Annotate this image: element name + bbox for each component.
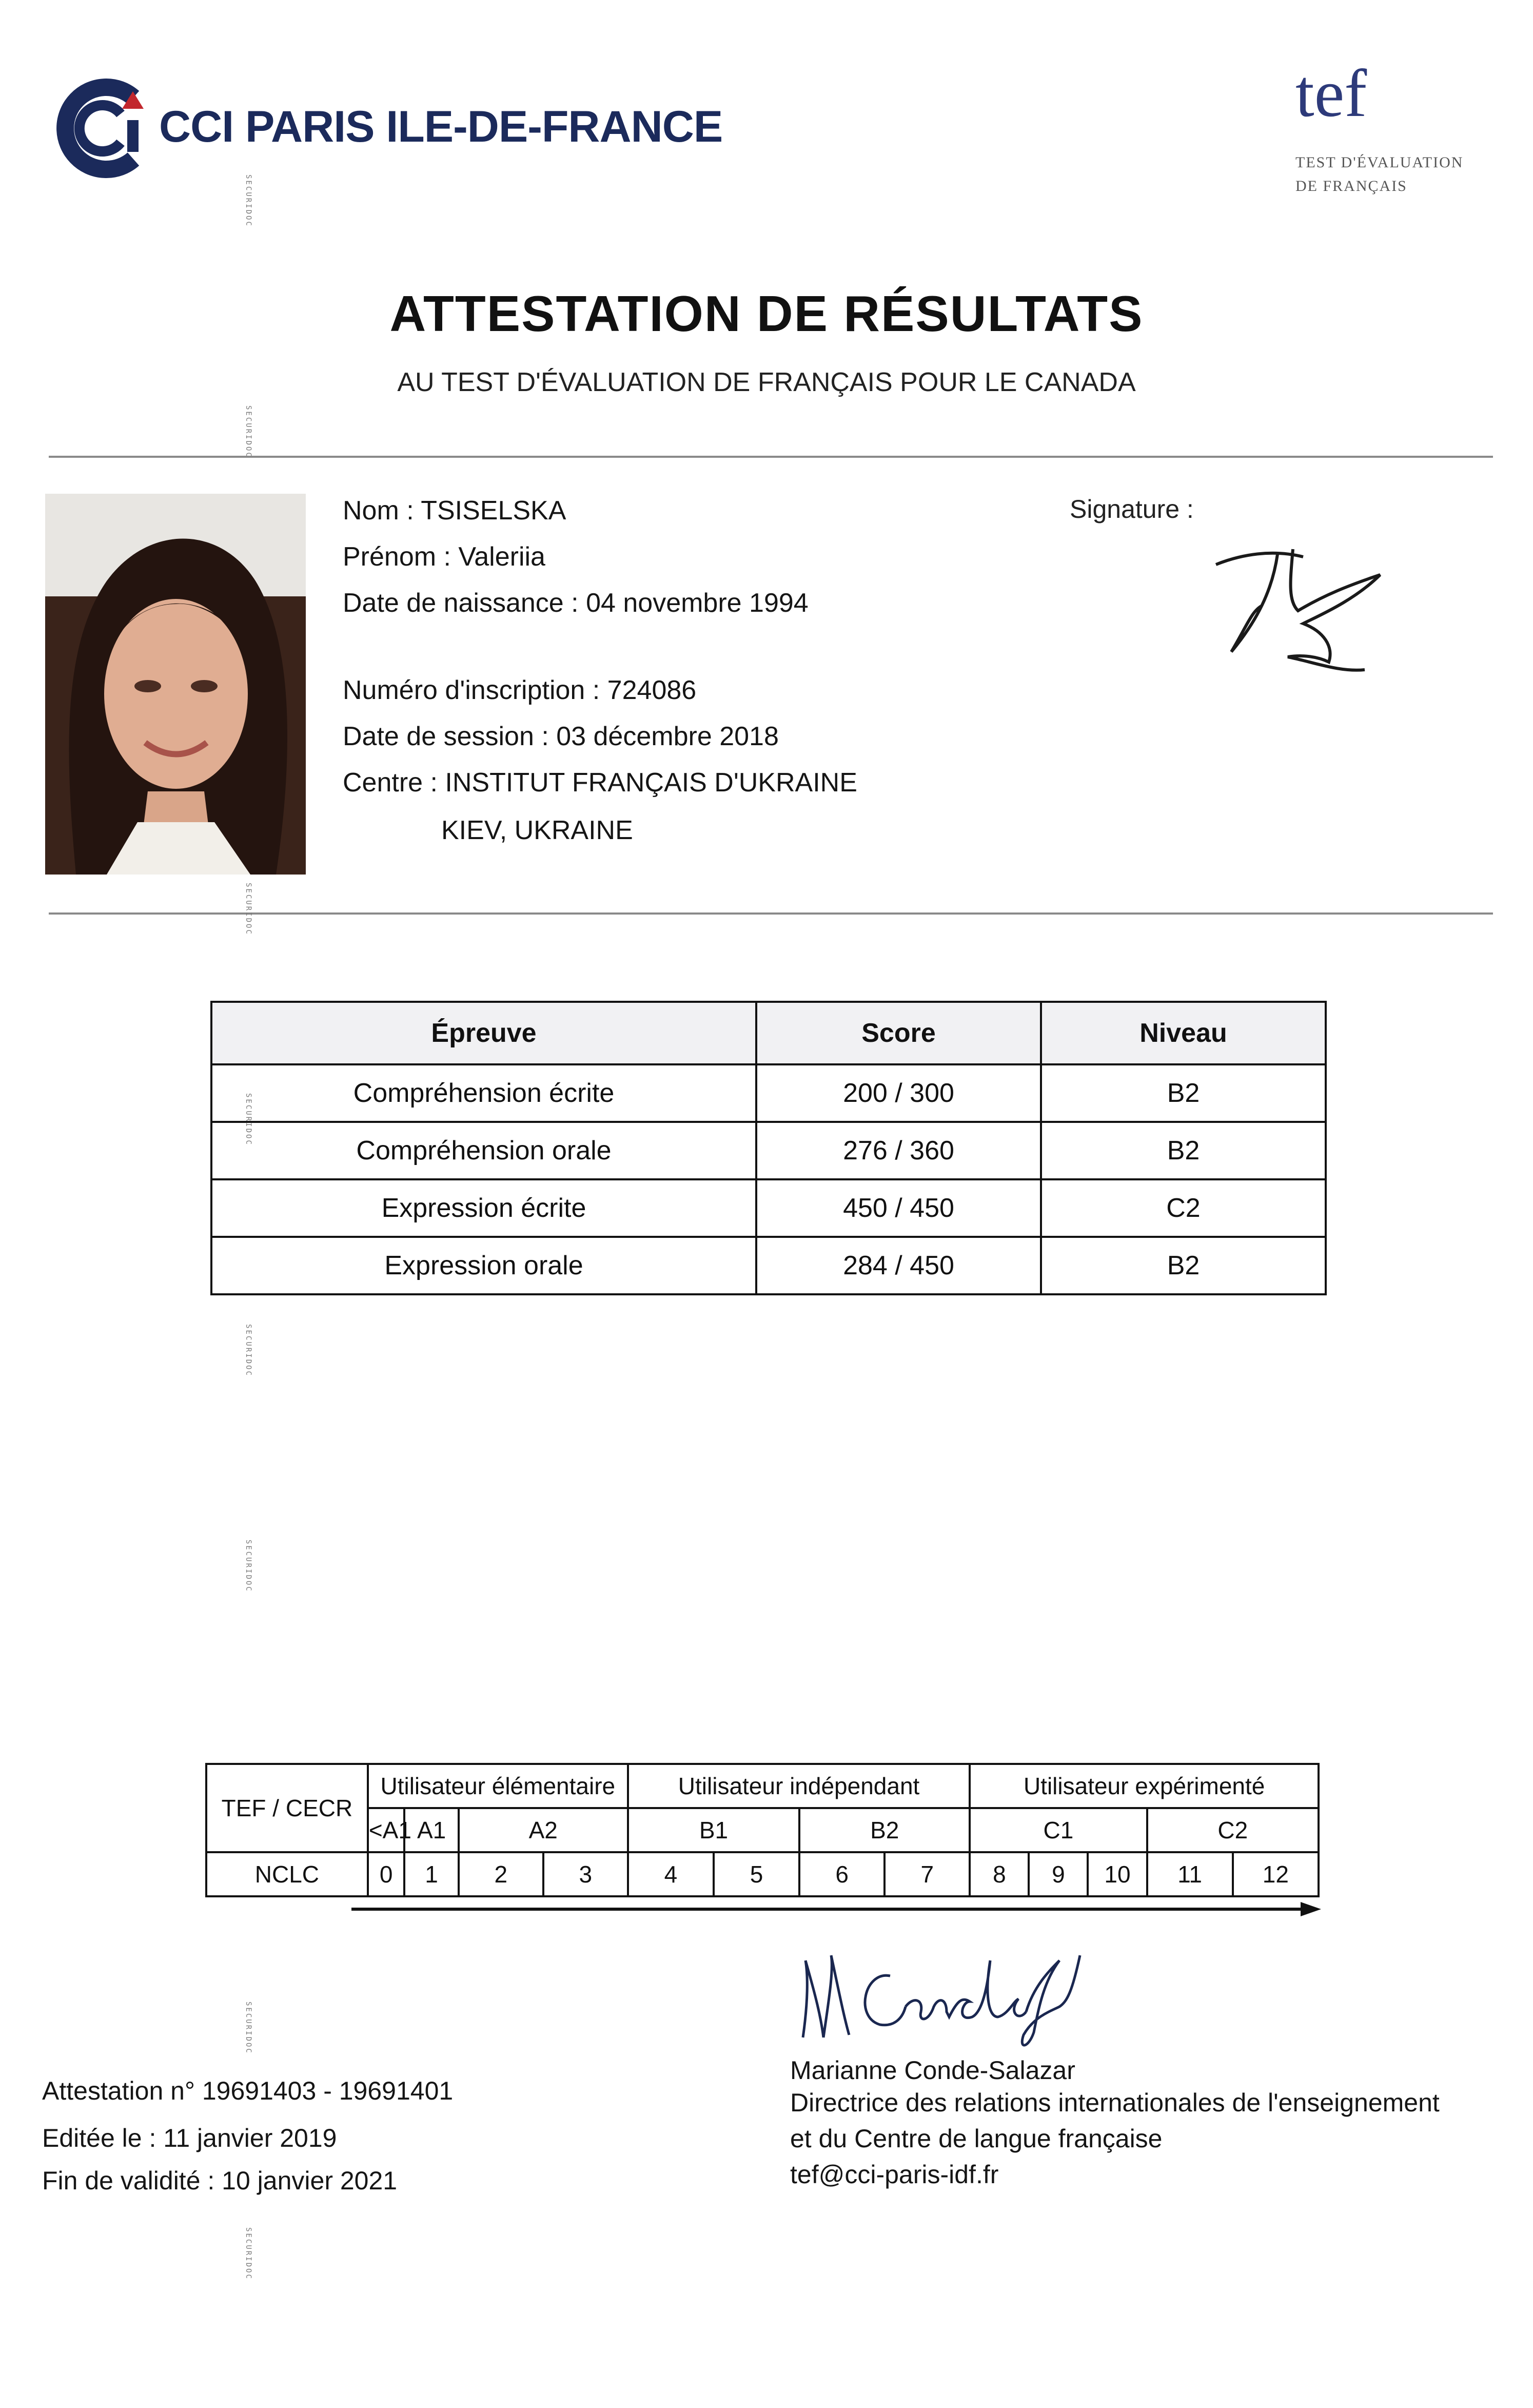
- level-cell: <A1: [368, 1808, 405, 1852]
- candidate-signature: [1201, 534, 1396, 688]
- candidate-photo: [45, 494, 306, 875]
- scale-label-nclc: NCLC: [206, 1852, 368, 1896]
- candidate-prenom: Prénom : Valeriia: [343, 542, 545, 572]
- header-niveau: Niveau: [1041, 1002, 1326, 1064]
- editee-le: Editée le : 11 janvier 2019: [42, 2124, 337, 2152]
- nclc-cell: 9: [1029, 1852, 1088, 1896]
- nclc-cell: 6: [799, 1852, 885, 1896]
- director-name: Marianne Conde-Salazar: [790, 2056, 1075, 2085]
- tef-tagline-2: DE FRANÇAIS: [1295, 178, 1407, 195]
- epreuve-cell: Expression orale: [211, 1237, 756, 1294]
- scale-label-tef-cecr: TEF / CECR: [206, 1764, 368, 1852]
- score-cell: 276 / 360: [756, 1122, 1041, 1179]
- level-cell: C2: [1147, 1808, 1319, 1852]
- scale-row-nclc: [206, 1852, 1319, 1896]
- scale-arrow-icon: [351, 1899, 1321, 1919]
- cecr-nclc-scale-table: [205, 1763, 1320, 1897]
- director-title-2: et du Centre de langue française: [790, 2124, 1163, 2153]
- results-header-row: [211, 1002, 1326, 1064]
- security-microprint: SECURIDOC: [244, 1324, 252, 1377]
- cci-logo-icon: [56, 77, 149, 180]
- header-epreuve: Épreuve: [211, 1002, 756, 1064]
- candidate-centre: Centre : INSTITUT FRANÇAIS D'UKRAINE: [343, 768, 857, 798]
- niveau-cell: C2: [1041, 1179, 1326, 1237]
- security-microprint: SECURIDOC: [244, 405, 252, 458]
- document-subtitle: AU TEST D'ÉVALUATION DE FRANÇAIS POUR LE CANADA: [397, 367, 1136, 397]
- niveau-cell: B2: [1041, 1064, 1326, 1122]
- security-microprint: SECURIDOC: [244, 883, 252, 936]
- nclc-cell: 2: [459, 1852, 543, 1896]
- tef-tagline-1: TEST D'ÉVALUATION: [1295, 154, 1464, 171]
- divider-bottom: [49, 912, 1493, 915]
- nclc-cell: 8: [970, 1852, 1029, 1896]
- nclc-cell: 3: [543, 1852, 628, 1896]
- contact-email: tef@cci-paris-idf.fr: [790, 2160, 999, 2189]
- tef-logo: [1295, 54, 1367, 132]
- security-microprint: SECURIDOC: [244, 1093, 252, 1146]
- security-microprint: SECURIDOC: [244, 174, 252, 227]
- score-cell: 200 / 300: [756, 1064, 1041, 1122]
- score-cell: 450 / 450: [756, 1179, 1041, 1237]
- nclc-cell: 11: [1147, 1852, 1233, 1896]
- signature-label: Signature :: [1070, 495, 1194, 523]
- scale-group-independant: Utilisateur indépendant: [628, 1764, 970, 1808]
- level-cell: C1: [970, 1808, 1147, 1852]
- table-row: [211, 1237, 1326, 1294]
- niveau-cell: B2: [1041, 1122, 1326, 1179]
- organization-name: CCI PARIS ILE-DE-FRANCE: [159, 102, 723, 151]
- epreuve-cell: Expression écrite: [211, 1179, 756, 1237]
- director-signature: [793, 1940, 1090, 2053]
- candidate-date-session: Date de session : 03 décembre 2018: [343, 722, 779, 751]
- scale-group-elementaire: Utilisateur élémentaire: [368, 1764, 628, 1808]
- security-microprint: SECURIDOC: [244, 2227, 252, 2280]
- niveau-cell: B2: [1041, 1237, 1326, 1294]
- header-score: Score: [756, 1002, 1041, 1064]
- epreuve-cell: Compréhension orale: [211, 1122, 756, 1179]
- tef-logo-text: tef: [1295, 55, 1367, 131]
- nclc-cell: 7: [885, 1852, 970, 1896]
- level-cell: A2: [459, 1808, 628, 1852]
- scale-row-groups: [206, 1764, 1319, 1808]
- level-cell: B1: [628, 1808, 799, 1852]
- scale-group-experimente: Utilisateur expérimenté: [970, 1764, 1319, 1808]
- nclc-cell: 10: [1088, 1852, 1147, 1896]
- nclc-cell: 5: [714, 1852, 799, 1896]
- attestation-number: Attestation n° 19691403 - 19691401: [42, 2076, 454, 2105]
- security-microprint: SECURIDOC: [244, 1540, 252, 1593]
- scale-row-levels: [206, 1808, 1319, 1852]
- director-title-1: Directrice des relations internationales de l'enseignement: [790, 2088, 1440, 2117]
- score-cell: 284 / 450: [756, 1237, 1041, 1294]
- results-table: [210, 1001, 1327, 1295]
- document-title: ATTESTATION DE RÉSULTATS: [389, 285, 1144, 342]
- fin-validite: Fin de validité : 10 janvier 2021: [42, 2166, 398, 2195]
- candidate-nom: Nom : TSISELSKA: [343, 496, 566, 526]
- table-row: [211, 1064, 1326, 1122]
- candidate-date-naissance: Date de naissance : 04 novembre 1994: [343, 588, 809, 618]
- nclc-cell: 1: [404, 1852, 458, 1896]
- divider-top: [49, 456, 1493, 458]
- security-microprint: SECURIDOC: [244, 2002, 252, 2054]
- epreuve-cell: Compréhension écrite: [211, 1064, 756, 1122]
- candidate-numero-inscription: Numéro d'inscription : 724086: [343, 675, 697, 705]
- table-row: [211, 1179, 1326, 1237]
- candidate-centre-city: KIEV, UKRAINE: [441, 815, 633, 845]
- nclc-cell: 4: [628, 1852, 714, 1896]
- table-row: [211, 1122, 1326, 1179]
- level-cell: B2: [799, 1808, 970, 1852]
- nclc-cell: 12: [1233, 1852, 1319, 1896]
- nclc-cell: 0: [368, 1852, 405, 1896]
- level-cell: A1: [404, 1808, 458, 1852]
